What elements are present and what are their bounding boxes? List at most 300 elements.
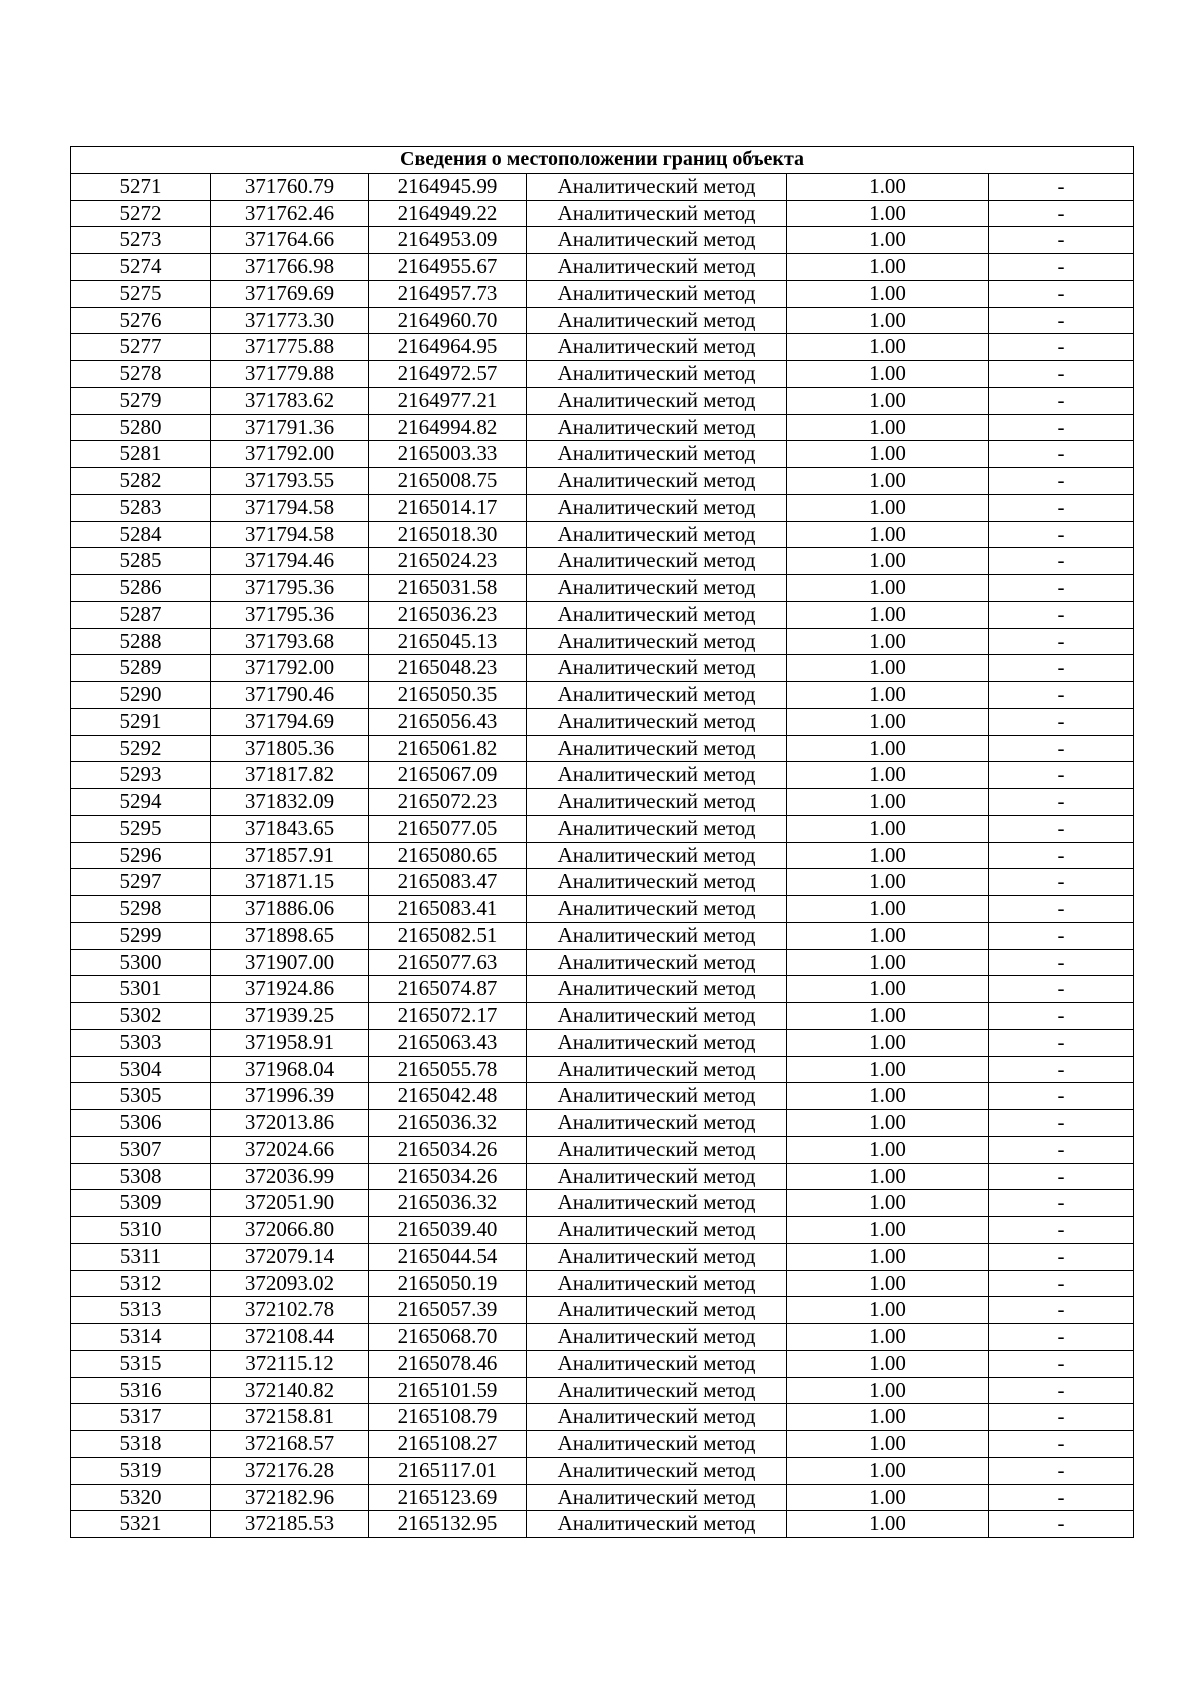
x-coordinate-cell: 372093.02 [211, 1270, 369, 1297]
x-coordinate-cell: 372158.81 [211, 1404, 369, 1431]
accuracy-cell: 1.00 [787, 227, 989, 254]
description-cell: - [989, 601, 1134, 628]
point-number-cell: 5311 [71, 1243, 211, 1270]
y-coordinate-cell: 2165067.09 [369, 762, 527, 789]
method-cell: Аналитический метод [527, 361, 787, 388]
y-coordinate-cell: 2165042.48 [369, 1083, 527, 1110]
method-cell: Аналитический метод [527, 1136, 787, 1163]
table-row [71, 521, 1134, 548]
description-cell: - [989, 1136, 1134, 1163]
x-coordinate-cell: 371760.79 [211, 173, 369, 200]
accuracy-cell: 1.00 [787, 1243, 989, 1270]
description-cell: - [989, 200, 1134, 227]
point-number-cell: 5283 [71, 494, 211, 521]
method-cell: Аналитический метод [527, 387, 787, 414]
accuracy-cell: 1.00 [787, 601, 989, 628]
x-coordinate-cell: 371762.46 [211, 200, 369, 227]
description-cell: - [989, 1163, 1134, 1190]
point-number-cell: 5284 [71, 521, 211, 548]
y-coordinate-cell: 2165123.69 [369, 1484, 527, 1511]
accuracy-cell: 1.00 [787, 1511, 989, 1538]
method-cell: Аналитический метод [527, 1484, 787, 1511]
point-number-cell: 5279 [71, 387, 211, 414]
y-coordinate-cell: 2165068.70 [369, 1324, 527, 1351]
description-cell: - [989, 1056, 1134, 1083]
x-coordinate-cell: 372102.78 [211, 1297, 369, 1324]
point-number-cell: 5299 [71, 922, 211, 949]
method-cell: Аналитический метод [527, 1431, 787, 1458]
method-cell: Аналитический метод [527, 1350, 787, 1377]
point-number-cell: 5280 [71, 414, 211, 441]
point-number-cell: 5319 [71, 1457, 211, 1484]
y-coordinate-cell: 2164957.73 [369, 280, 527, 307]
accuracy-cell: 1.00 [787, 361, 989, 388]
point-number-cell: 5315 [71, 1350, 211, 1377]
method-cell: Аналитический метод [527, 869, 787, 896]
accuracy-cell: 1.00 [787, 494, 989, 521]
method-cell: Аналитический метод [527, 521, 787, 548]
y-coordinate-cell: 2164977.21 [369, 387, 527, 414]
x-coordinate-cell: 371794.58 [211, 494, 369, 521]
table-row [71, 789, 1134, 816]
point-number-cell: 5302 [71, 1003, 211, 1030]
x-coordinate-cell: 371857.91 [211, 842, 369, 869]
table-row [71, 628, 1134, 655]
table-row [71, 361, 1134, 388]
method-cell: Аналитический метод [527, 762, 787, 789]
accuracy-cell: 1.00 [787, 1163, 989, 1190]
method-cell: Аналитический метод [527, 682, 787, 709]
accuracy-cell: 1.00 [787, 1431, 989, 1458]
x-coordinate-cell: 371794.58 [211, 521, 369, 548]
x-coordinate-cell: 372108.44 [211, 1324, 369, 1351]
y-coordinate-cell: 2165044.54 [369, 1243, 527, 1270]
accuracy-cell: 1.00 [787, 922, 989, 949]
method-cell: Аналитический метод [527, 815, 787, 842]
accuracy-cell: 1.00 [787, 1136, 989, 1163]
y-coordinate-cell: 2164994.82 [369, 414, 527, 441]
x-coordinate-cell: 371783.62 [211, 387, 369, 414]
x-coordinate-cell: 371795.36 [211, 575, 369, 602]
y-coordinate-cell: 2165074.87 [369, 976, 527, 1003]
description-cell: - [989, 280, 1134, 307]
table-row [71, 735, 1134, 762]
table-row [71, 1029, 1134, 1056]
accuracy-cell: 1.00 [787, 735, 989, 762]
point-number-cell: 5273 [71, 227, 211, 254]
y-coordinate-cell: 2165108.27 [369, 1431, 527, 1458]
method-cell: Аналитический метод [527, 976, 787, 1003]
y-coordinate-cell: 2165101.59 [369, 1377, 527, 1404]
description-cell: - [989, 1110, 1134, 1137]
accuracy-cell: 1.00 [787, 575, 989, 602]
description-cell: - [989, 762, 1134, 789]
y-coordinate-cell: 2165080.65 [369, 842, 527, 869]
table-row [71, 334, 1134, 361]
x-coordinate-cell: 371773.30 [211, 307, 369, 334]
accuracy-cell: 1.00 [787, 1029, 989, 1056]
description-cell: - [989, 1217, 1134, 1244]
accuracy-cell: 1.00 [787, 789, 989, 816]
method-cell: Аналитический метод [527, 601, 787, 628]
description-cell: - [989, 922, 1134, 949]
method-cell: Аналитический метод [527, 949, 787, 976]
method-cell: Аналитический метод [527, 708, 787, 735]
description-cell: - [989, 521, 1134, 548]
table-row [71, 1243, 1134, 1270]
point-number-cell: 5290 [71, 682, 211, 709]
y-coordinate-cell: 2165036.32 [369, 1110, 527, 1137]
accuracy-cell: 1.00 [787, 1217, 989, 1244]
description-cell: - [989, 548, 1134, 575]
y-coordinate-cell: 2165117.01 [369, 1457, 527, 1484]
accuracy-cell: 1.00 [787, 1110, 989, 1137]
description-cell: - [989, 575, 1134, 602]
accuracy-cell: 1.00 [787, 708, 989, 735]
accuracy-cell: 1.00 [787, 1350, 989, 1377]
table-row [71, 922, 1134, 949]
method-cell: Аналитический метод [527, 280, 787, 307]
description-cell: - [989, 1431, 1134, 1458]
method-cell: Аналитический метод [527, 494, 787, 521]
accuracy-cell: 1.00 [787, 762, 989, 789]
table-row [71, 227, 1134, 254]
x-coordinate-cell: 372051.90 [211, 1190, 369, 1217]
description-cell: - [989, 1324, 1134, 1351]
point-number-cell: 5310 [71, 1217, 211, 1244]
y-coordinate-cell: 2165050.19 [369, 1270, 527, 1297]
table-row [71, 1136, 1134, 1163]
description-cell: - [989, 842, 1134, 869]
table-row [71, 1217, 1134, 1244]
x-coordinate-cell: 371996.39 [211, 1083, 369, 1110]
description-cell: - [989, 1190, 1134, 1217]
point-number-cell: 5316 [71, 1377, 211, 1404]
x-coordinate-cell: 371779.88 [211, 361, 369, 388]
point-number-cell: 5281 [71, 441, 211, 468]
method-cell: Аналитический метод [527, 414, 787, 441]
y-coordinate-cell: 2165036.32 [369, 1190, 527, 1217]
method-cell: Аналитический метод [527, 1297, 787, 1324]
accuracy-cell: 1.00 [787, 200, 989, 227]
y-coordinate-cell: 2165050.35 [369, 682, 527, 709]
method-cell: Аналитический метод [527, 173, 787, 200]
point-number-cell: 5321 [71, 1511, 211, 1538]
method-cell: Аналитический метод [527, 1377, 787, 1404]
accuracy-cell: 1.00 [787, 307, 989, 334]
x-coordinate-cell: 372024.66 [211, 1136, 369, 1163]
x-coordinate-cell: 371832.09 [211, 789, 369, 816]
table-row [71, 1457, 1134, 1484]
description-cell: - [989, 949, 1134, 976]
description-cell: - [989, 307, 1134, 334]
y-coordinate-cell: 2164972.57 [369, 361, 527, 388]
x-coordinate-cell: 371791.36 [211, 414, 369, 441]
y-coordinate-cell: 2164945.99 [369, 173, 527, 200]
table-row [71, 1377, 1134, 1404]
method-cell: Аналитический метод [527, 441, 787, 468]
y-coordinate-cell: 2165078.46 [369, 1350, 527, 1377]
y-coordinate-cell: 2165024.23 [369, 548, 527, 575]
description-cell: - [989, 1003, 1134, 1030]
accuracy-cell: 1.00 [787, 441, 989, 468]
accuracy-cell: 1.00 [787, 896, 989, 923]
y-coordinate-cell: 2165048.23 [369, 655, 527, 682]
method-cell: Аналитический метод [527, 254, 787, 281]
table-row [71, 601, 1134, 628]
x-coordinate-cell: 371769.69 [211, 280, 369, 307]
accuracy-cell: 1.00 [787, 1003, 989, 1030]
y-coordinate-cell: 2165018.30 [369, 521, 527, 548]
method-cell: Аналитический метод [527, 227, 787, 254]
description-cell: - [989, 387, 1134, 414]
y-coordinate-cell: 2165031.58 [369, 575, 527, 602]
point-number-cell: 5297 [71, 869, 211, 896]
accuracy-cell: 1.00 [787, 468, 989, 495]
point-number-cell: 5294 [71, 789, 211, 816]
method-cell: Аналитический метод [527, 307, 787, 334]
point-number-cell: 5313 [71, 1297, 211, 1324]
point-number-cell: 5286 [71, 575, 211, 602]
table-row [71, 494, 1134, 521]
accuracy-cell: 1.00 [787, 280, 989, 307]
x-coordinate-cell: 372168.57 [211, 1431, 369, 1458]
y-coordinate-cell: 2164955.67 [369, 254, 527, 281]
table-row [71, 468, 1134, 495]
table-row [71, 1083, 1134, 1110]
accuracy-cell: 1.00 [787, 1457, 989, 1484]
table-row [71, 1350, 1134, 1377]
y-coordinate-cell: 2165008.75 [369, 468, 527, 495]
description-cell: - [989, 494, 1134, 521]
table-row [71, 869, 1134, 896]
x-coordinate-cell: 371886.06 [211, 896, 369, 923]
description-cell: - [989, 1511, 1134, 1538]
x-coordinate-cell: 371871.15 [211, 869, 369, 896]
x-coordinate-cell: 372182.96 [211, 1484, 369, 1511]
description-cell: - [989, 1404, 1134, 1431]
point-number-cell: 5308 [71, 1163, 211, 1190]
y-coordinate-cell: 2165014.17 [369, 494, 527, 521]
method-cell: Аналитический метод [527, 1110, 787, 1137]
point-number-cell: 5293 [71, 762, 211, 789]
accuracy-cell: 1.00 [787, 173, 989, 200]
table-row [71, 387, 1134, 414]
y-coordinate-cell: 2165003.33 [369, 441, 527, 468]
x-coordinate-cell: 371907.00 [211, 949, 369, 976]
description-cell: - [989, 682, 1134, 709]
table-row [71, 682, 1134, 709]
point-number-cell: 5306 [71, 1110, 211, 1137]
method-cell: Аналитический метод [527, 575, 787, 602]
x-coordinate-cell: 372066.80 [211, 1217, 369, 1244]
method-cell: Аналитический метод [527, 334, 787, 361]
table-row [71, 280, 1134, 307]
x-coordinate-cell: 372079.14 [211, 1243, 369, 1270]
point-number-cell: 5285 [71, 548, 211, 575]
x-coordinate-cell: 371817.82 [211, 762, 369, 789]
y-coordinate-cell: 2165077.05 [369, 815, 527, 842]
method-cell: Аналитический метод [527, 1163, 787, 1190]
description-cell: - [989, 1297, 1134, 1324]
method-cell: Аналитический метод [527, 842, 787, 869]
description-cell: - [989, 334, 1134, 361]
description-cell: - [989, 628, 1134, 655]
method-cell: Аналитический метод [527, 1083, 787, 1110]
description-cell: - [989, 789, 1134, 816]
description-cell: - [989, 976, 1134, 1003]
accuracy-cell: 1.00 [787, 334, 989, 361]
x-coordinate-cell: 372036.99 [211, 1163, 369, 1190]
table-row [71, 708, 1134, 735]
description-cell: - [989, 1270, 1134, 1297]
table-row [71, 762, 1134, 789]
table-row [71, 1003, 1134, 1030]
method-cell: Аналитический метод [527, 1457, 787, 1484]
point-number-cell: 5274 [71, 254, 211, 281]
point-number-cell: 5305 [71, 1083, 211, 1110]
table-row [71, 548, 1134, 575]
y-coordinate-cell: 2165034.26 [369, 1136, 527, 1163]
x-coordinate-cell: 371793.55 [211, 468, 369, 495]
x-coordinate-cell: 371766.98 [211, 254, 369, 281]
method-cell: Аналитический метод [527, 1243, 787, 1270]
accuracy-cell: 1.00 [787, 628, 989, 655]
description-cell: - [989, 1083, 1134, 1110]
description-cell: - [989, 896, 1134, 923]
point-number-cell: 5301 [71, 976, 211, 1003]
method-cell: Аналитический метод [527, 896, 787, 923]
accuracy-cell: 1.00 [787, 682, 989, 709]
point-number-cell: 5276 [71, 307, 211, 334]
x-coordinate-cell: 371924.86 [211, 976, 369, 1003]
accuracy-cell: 1.00 [787, 655, 989, 682]
point-number-cell: 5298 [71, 896, 211, 923]
x-coordinate-cell: 371792.00 [211, 441, 369, 468]
description-cell: - [989, 815, 1134, 842]
x-coordinate-cell: 371793.68 [211, 628, 369, 655]
point-number-cell: 5282 [71, 468, 211, 495]
accuracy-cell: 1.00 [787, 1270, 989, 1297]
method-cell: Аналитический метод [527, 1404, 787, 1431]
description-cell: - [989, 1029, 1134, 1056]
x-coordinate-cell: 372176.28 [211, 1457, 369, 1484]
point-number-cell: 5317 [71, 1404, 211, 1431]
accuracy-cell: 1.00 [787, 1190, 989, 1217]
table-row [71, 1270, 1134, 1297]
table-row [71, 1511, 1134, 1538]
x-coordinate-cell: 371790.46 [211, 682, 369, 709]
description-cell: - [989, 708, 1134, 735]
table-row [71, 1190, 1134, 1217]
y-coordinate-cell: 2165072.17 [369, 1003, 527, 1030]
accuracy-cell: 1.00 [787, 949, 989, 976]
method-cell: Аналитический метод [527, 468, 787, 495]
point-number-cell: 5309 [71, 1190, 211, 1217]
method-cell: Аналитический метод [527, 1270, 787, 1297]
point-number-cell: 5303 [71, 1029, 211, 1056]
x-coordinate-cell: 371794.46 [211, 548, 369, 575]
y-coordinate-cell: 2165061.82 [369, 735, 527, 762]
description-cell: - [989, 173, 1134, 200]
y-coordinate-cell: 2165077.63 [369, 949, 527, 976]
description-cell: - [989, 1457, 1134, 1484]
table-row [71, 1324, 1134, 1351]
accuracy-cell: 1.00 [787, 976, 989, 1003]
point-number-cell: 5314 [71, 1324, 211, 1351]
method-cell: Аналитический метод [527, 548, 787, 575]
accuracy-cell: 1.00 [787, 387, 989, 414]
accuracy-cell: 1.00 [787, 254, 989, 281]
x-coordinate-cell: 371792.00 [211, 655, 369, 682]
method-cell: Аналитический метод [527, 1217, 787, 1244]
x-coordinate-cell: 371958.91 [211, 1029, 369, 1056]
table-row [71, 655, 1134, 682]
table-row [71, 575, 1134, 602]
table-row [71, 254, 1134, 281]
description-cell: - [989, 1243, 1134, 1270]
accuracy-cell: 1.00 [787, 1056, 989, 1083]
accuracy-cell: 1.00 [787, 1377, 989, 1404]
accuracy-cell: 1.00 [787, 815, 989, 842]
y-coordinate-cell: 2165063.43 [369, 1029, 527, 1056]
point-number-cell: 5289 [71, 655, 211, 682]
point-number-cell: 5272 [71, 200, 211, 227]
method-cell: Аналитический метод [527, 1056, 787, 1083]
y-coordinate-cell: 2165056.43 [369, 708, 527, 735]
x-coordinate-cell: 371968.04 [211, 1056, 369, 1083]
boundary-coordinates-table [70, 146, 1134, 1538]
point-number-cell: 5287 [71, 601, 211, 628]
point-number-cell: 5275 [71, 280, 211, 307]
y-coordinate-cell: 2165083.41 [369, 896, 527, 923]
x-coordinate-cell: 372013.86 [211, 1110, 369, 1137]
x-coordinate-cell: 372140.82 [211, 1377, 369, 1404]
point-number-cell: 5300 [71, 949, 211, 976]
y-coordinate-cell: 2165083.47 [369, 869, 527, 896]
table-row [71, 307, 1134, 334]
method-cell: Аналитический метод [527, 735, 787, 762]
description-cell: - [989, 1484, 1134, 1511]
description-cell: - [989, 254, 1134, 281]
description-cell: - [989, 655, 1134, 682]
y-coordinate-cell: 2164949.22 [369, 200, 527, 227]
accuracy-cell: 1.00 [787, 521, 989, 548]
point-number-cell: 5288 [71, 628, 211, 655]
method-cell: Аналитический метод [527, 1190, 787, 1217]
method-cell: Аналитический метод [527, 200, 787, 227]
table-row [71, 1431, 1134, 1458]
table-title: Сведения о местоположении границ объекта [71, 147, 1134, 174]
description-cell: - [989, 468, 1134, 495]
point-number-cell: 5295 [71, 815, 211, 842]
accuracy-cell: 1.00 [787, 1297, 989, 1324]
table-row [71, 896, 1134, 923]
method-cell: Аналитический метод [527, 1029, 787, 1056]
point-number-cell: 5277 [71, 334, 211, 361]
x-coordinate-cell: 372115.12 [211, 1350, 369, 1377]
point-number-cell: 5278 [71, 361, 211, 388]
table-row [71, 1056, 1134, 1083]
table-row [71, 842, 1134, 869]
table-row [71, 1297, 1134, 1324]
x-coordinate-cell: 371795.36 [211, 601, 369, 628]
accuracy-cell: 1.00 [787, 414, 989, 441]
table-row [71, 976, 1134, 1003]
point-number-cell: 5291 [71, 708, 211, 735]
table-row [71, 1163, 1134, 1190]
x-coordinate-cell: 371898.65 [211, 922, 369, 949]
